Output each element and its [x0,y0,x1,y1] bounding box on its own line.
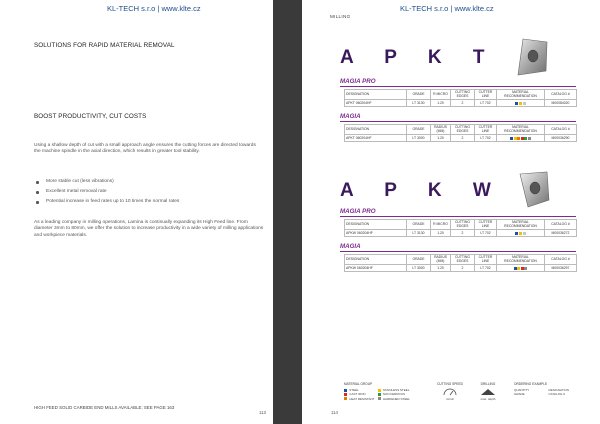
material-swatch [344,389,347,392]
catalog-cell: M00036272 [545,230,577,237]
col-header: MATERIAL RECOMMENDATION [497,125,545,135]
material-swatch [510,137,513,140]
line-label-magia: MAGIA [340,243,361,250]
left-page [0,0,273,424]
table-row [345,100,577,107]
table-row [345,230,577,237]
col-header: CUTTER LINE [475,90,497,100]
material-swatch [344,393,347,396]
material-swatch [521,137,524,140]
line-divider [340,86,576,87]
legend-caption: m/min [445,397,455,401]
catalog-cell: M00084020 [545,100,577,107]
drilling-legend [472,382,504,401]
header-site-link[interactable]: KL-TECH s.r.o | www.klte.cz [107,4,201,13]
material-swatch [378,389,381,392]
material-swatch [519,102,522,105]
material-swatch [523,102,526,105]
designation-cell: APKW 060204HF [345,265,407,272]
col-header: CATALOG # [545,90,577,100]
ordering-item: GRADE [514,392,525,397]
line-divider [340,216,576,217]
col-header: RADIUS (MM) [431,125,451,135]
legend-label: STAINLESS STEEL [382,388,410,392]
material-swatch [378,393,381,396]
material-swatch [519,232,522,235]
material-swatch [514,137,517,140]
material-cell [497,230,545,237]
speedometer-icon [443,388,457,396]
section-title: SOLUTIONS FOR RAPID MATERIAL REMOVAL [34,42,175,49]
ordering-example-legend [514,382,580,397]
legend-label: STEEL [349,388,359,392]
col-header: GRADE [407,220,431,230]
col-header: CATALOG # [545,125,577,135]
section-subtitle: BOOST PRODUCTIVITY, CUT COSTS [34,113,147,120]
designation-cell: APKT 060204HF [345,100,407,107]
radius-cell: 1.20 [431,100,451,107]
col-header: R MICRO [431,90,451,100]
drill-icon [480,388,496,396]
line-label-magia-pro: MAGIA PRO [340,78,376,85]
material-cell [497,100,545,107]
legend-caption: max. depth [480,397,496,401]
col-header: DESIGNATION [345,90,407,100]
material-swatch [344,397,347,400]
line-label-magia: MAGIA [340,113,361,120]
col-header: RADIUS (MM) [431,255,451,265]
line-divider [340,251,576,252]
ordering-item: CATALOG # [548,392,565,397]
legend-title: DRILLING [480,382,496,386]
benefit-item: Potential increase in feed rates up to 10 times the normal rates [34,197,264,207]
designation-cell: APKT 060204HF [345,135,407,142]
legend-title: CUTTING SPEED [437,382,463,386]
col-header: GRADE [407,125,431,135]
col-header: DESIGNATION [345,220,407,230]
cutter-line-cell: LT 702 [475,100,497,107]
page-number: 113 [259,410,266,415]
ordering-item: DESIGNATION [548,388,569,392]
material-swatch [523,232,526,235]
header-site-link[interactable]: KL-TECH s.r.o | www.klte.cz [400,4,494,13]
table-row [345,135,577,142]
apkw-insert-image [514,170,552,210]
col-header: GRADE [407,90,431,100]
spec-table-apkt-magia-pro [344,89,577,107]
end-mills-footnote: HIGH FEED SOLID CARBIDE END MILLS AVAILABLE: SEE PAGE 163 [34,405,175,410]
intro-paragraph: Using a shallow depth of cut with a small approach angle ensures the cutting forces are directed towards the machine spindle in the axial direction, which results in greater tool stability. [34,143,256,155]
radius-cell: 1.20 [431,230,451,237]
grade-cell: LT 3000 [407,265,431,272]
col-header: CUTTER LINE [475,255,497,265]
grade-cell: LT 3130 [407,100,431,107]
line-divider [340,121,576,122]
benefit-item: Excellent metal removal rate [34,187,264,197]
col-header: MATERIAL RECOMMENDATION [497,90,545,100]
legend-label: NON FERROUS [382,392,405,397]
grade-cell: LT 3130 [407,230,431,237]
material-cell [497,135,545,142]
cutter-line-cell: LT 702 [475,265,497,272]
spec-table-apkw-magia [344,254,577,272]
radius-cell: 1.20 [431,135,451,142]
legend-label: HARDENED STEEL [382,396,410,401]
material-swatch [517,137,520,140]
material-swatch [528,137,531,140]
insert-code-apkw: A P K W [340,180,504,201]
material-cell [497,265,545,272]
benefit-item: More stable cut (less vibrations) [34,177,264,187]
benefit-list [34,177,264,207]
catalog-cell: M00036297 [545,265,577,272]
cutting-speed-legend [434,382,466,401]
cutter-line-cell: LT 702 [475,135,497,142]
insert-code-apkt: A P K T [340,47,498,68]
edges-cell: 2 [451,230,475,237]
material-swatch [515,232,518,235]
legend-title: ORDERING EXAMPLE [514,382,548,386]
designation-cell: APKW 060204HF [345,230,407,237]
cutter-line-cell: LT 702 [475,230,497,237]
spec-table-apkw-magia-pro [344,219,577,237]
page-number: 114 [331,410,338,415]
edges-cell: 2 [451,265,475,272]
company-paragraph: As a leading company in milling operations, Lamina is continually expanding its High Feed line. From diameter 3mm to 80mm, we offer the solution to increase productivity in a wide variety of milling applications and workpiece materials. [34,220,264,238]
col-header: CUTTING EDGES [451,255,475,265]
page-gutter [273,0,302,424]
col-header: CUTTING EDGES [451,125,475,135]
col-header: CUTTER LINE [475,220,497,230]
material-swatch [524,137,527,140]
table-row [345,265,577,272]
legend-item [344,397,375,401]
material-swatch [514,267,517,270]
line-label-magia-pro: MAGIA PRO [340,208,376,215]
radius-cell: 1.20 [431,265,451,272]
spec-table-apkt-magia [344,124,577,142]
catalog-cell: M00036290 [545,135,577,142]
col-header: CATALOG # [545,255,577,265]
edges-cell: 2 [451,135,475,142]
right-page [302,0,600,424]
material-swatch [517,267,520,270]
col-header: GRADE [407,255,431,265]
legend-label: CAST IRON [349,392,366,397]
material-group-legend [344,382,410,401]
material-swatch [521,267,524,270]
col-header: CUTTER LINE [475,125,497,135]
col-header: CUTTING EDGES [451,90,475,100]
edges-cell: 2 [451,100,475,107]
col-header: MATERIAL RECOMMENDATION [497,255,545,265]
legend-item [378,397,410,401]
material-swatch [524,267,527,270]
material-swatch [378,397,381,400]
col-header: CUTTING EDGES [451,220,475,230]
material-swatch [515,102,518,105]
col-header: MATERIAL RECOMMENDATION [497,220,545,230]
col-header: CATALOG # [545,220,577,230]
legend-label: HEAT RESISTANT [349,396,375,401]
category-label: MILLING [330,14,351,19]
col-header: R MICRO [431,220,451,230]
apkt-insert-image [514,37,552,77]
ordering-item: QUANTITY [514,388,530,392]
grade-cell: LT 3000 [407,135,431,142]
col-header: DESIGNATION [345,125,407,135]
col-header: DESIGNATION [345,255,407,265]
legend-title: MATERIAL GROUP [344,382,373,386]
